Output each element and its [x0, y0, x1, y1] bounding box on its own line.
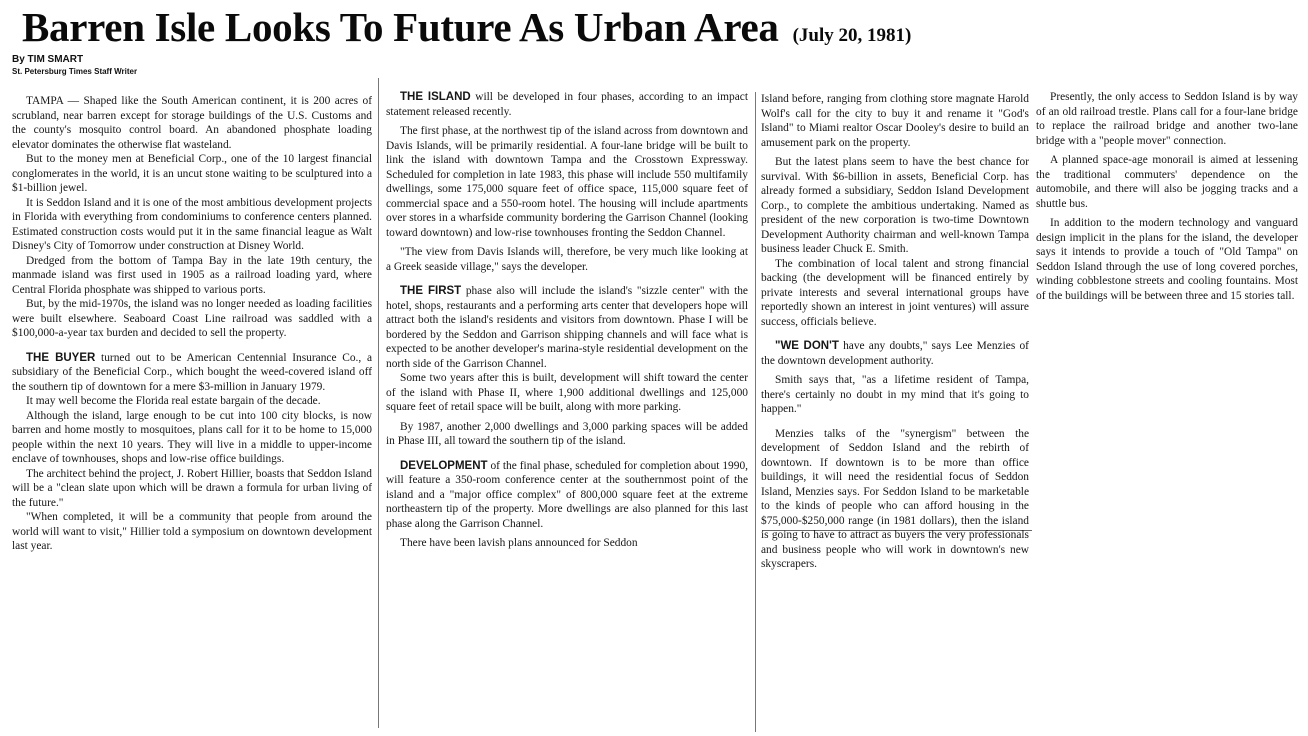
paragraph: Some two years after this is built, development will shift toward the center of the island with Phase II, where 1,900 additional dwellings and 125,000 square feet of retail space will be built, along with more parking. — [386, 372, 748, 413]
article-column-2 — [386, 90, 748, 732]
paragraph: Menzies talks of the "synergism" between the development of Seddon Island and the rebirth of downtown. If downtown is to be more than office buildings, it will need the residential focus of Seddon Island, Menzies says. For Seddon Island to be marketable to the kinds of people who can afford housing in the $75,000-$250,000 range (in 1981 dollars), then the island is going to have to attract as buyers the very professionals and business people who will work in downtown's new skyscrapers. — [761, 427, 1029, 570]
byline-organization: St. Petersburg Times Staff Writer — [12, 67, 138, 76]
article-column-3 — [761, 92, 1029, 734]
paragraph: THE ISLAND will be developed in four phases, according to an impact statement released recently. — [386, 91, 748, 118]
paragraph: It may well become the Florida real estate bargain of the decade. — [26, 395, 321, 407]
paragraph: By 1987, another 2,000 dwellings and 3,000 parking spaces will be added in Phase III, all toward the southern tip of the island. — [386, 420, 748, 447]
column-rule — [378, 78, 379, 728]
paragraph: There have been lavish plans announced for Seddon — [400, 537, 638, 549]
paragraph: "When completed, it will be a community that people from around the world will want to visit," Hillier told a symposium on downtown development last year. — [12, 511, 372, 552]
article-column-4 — [1036, 90, 1298, 732]
headline — [22, 3, 1302, 51]
subhead-lead: "WE DON'T — [775, 340, 839, 352]
paragraph: In addition to the modern technology and vanguard design implicit in the plans for the island, the developer says it intends to provide a touch of "Old Tampa" on Seddon Island through the use of long covered porches, winding cobblestone streets and cooling fountains. Most of the buildings will be between three and 15 stories tall. — [1036, 217, 1298, 302]
paragraph: A planned space-age monorail is aimed at lessening the traditional commuters' dependence on the automobile, and there will also be jogging tracks and a shuttle bus. — [1036, 154, 1298, 210]
article-column-1 — [12, 94, 372, 736]
paragraph: The combination of local talent and strong financial backing (the development will be financed entirely by private interests and several international groups have reportedly shown an interest in joint ventures) will assure success, officials believe. — [761, 257, 1029, 328]
byline — [12, 54, 137, 77]
subhead-lead: DEVELOPMENT — [400, 459, 488, 472]
paragraph: Smith says that, "as a lifetime resident of Tampa, there's certainly no doubt in my mind that it's going to happen." — [761, 374, 1029, 415]
subhead-lead: THE FIRST — [400, 285, 462, 297]
paragraph: It is Seddon Island and it is one of the most ambitious development projects in Florida with everything from condominiums to conference centers planned. Estimated construction costs would put it in the same financial league as Walt Disney's City of Tomorrow under construction at Disney World. — [12, 196, 372, 252]
paragraph: But to the money men at Beneficial Corp., one of the 10 largest financial conglomerates in the world, it is an uncut stone waiting to be sculptured into a $1-billion jewel. — [12, 153, 372, 194]
paragraph: The first phase, at the northwest tip of the island across from downtown and Davis Islands, will be primarily residential. A four-lane bridge will be built to link the island with downtown Tampa and the Crosstown Expressway. Scheduled for completion in late 1983, this phase will include 550 multifamily dwellings, some 175,000 square feet of office space, 115,000 square feet of commercial space and a 550-room hotel. The housing will include apartments over stores in a wharfside community bordering the Garrison Channel (looking toward downtown) and low-rise townhouses fronting the Seddon Channel. — [386, 125, 748, 239]
column-rule — [755, 92, 756, 732]
subhead-lead: THE BUYER — [26, 351, 96, 364]
headline-title: Barren Isle Looks To Future As Urban Area — [22, 4, 779, 50]
paragraph: The architect behind the project, J. Robert Hillier, boasts that Seddon Island will be a "clean slate upon which will be drawn a formula for urban living of the future." — [12, 467, 372, 509]
byline-author: By TIM SMART — [12, 54, 84, 65]
paragraph: THE BUYER turned out to be American Centennial Insurance Co., a subsidiary of the Beneficial Corp., which bought the weed-covered island off the southern tip of downtown for a mere $3-million in January 1979. — [12, 351, 372, 393]
paragraph: But, by the mid-1970s, the island was no longer needed as loading facilities were built elsewhere. Seaboard Coast Line railroad was saddled with a $100,000-a-year tax burden and decided to sell the property. — [12, 298, 372, 339]
paragraph: But the latest plans seem to have the best chance for survival. With $6-billion in assets, Beneficial Corp. has already formed a subsidiary, Seddon Island Development Corp., to complete the ambitious undertaking. Named as president of the new corporation is two-time Downtown Development Authority chairman and well-known Tampa business leader Chuck E. Smith. — [761, 156, 1029, 255]
paragraph: Dredged from the bottom of Tampa Bay in the late 19th century, the manmade island was first used in 1905 as a railroad loading yard, where Central Florida phosphate was shipped to various ports. — [12, 254, 372, 296]
paragraph: "WE DON'T have any doubts," says Lee Menzies of the downtown development authority. — [761, 340, 1029, 367]
paragraph: TAMPA — Shaped like the South American continent, it is 200 acres of scrubland, near barren except for storage buildings of the U.S. Customs and the county's mosquito control board. An abandoned phosphate loading elevator dominates the otherwise flat wasteland. — [12, 95, 372, 151]
paragraph: Although the island, large enough to be cut into 100 city blocks, is now barren and home mostly to mosquitoes, plans call for it to be home to 15,000 people within the next 10 years. They will live in a middle to upper-income enclave of townhouses, shops and low-rise office buildings. — [12, 409, 372, 465]
paragraph: Island before, ranging from clothing store magnate Harold Wolf's call for the city to buy it and rename it "God's Island" to Miami realtor Oscar Dooley's desire to build an amusement park on the property. — [761, 93, 1029, 149]
paragraph: DEVELOPMENT of the final phase, scheduled for completion about 1990, will feature a 350-room conference center at the southernmost point of the island and a "major office complex" of 800,000 square feet at the extreme northeastern tip of the property. More dwellings are also planned for this last phase along the Garrison Channel. — [386, 459, 748, 530]
paragraph: Presently, the only access to Seddon Island is by way of an old railroad trestle. Plans call for a four-lane bridge to replace the railroad bridge and another two-lane bridge with a "people mover" connection. — [1036, 91, 1298, 147]
paragraph: THE FIRST phase also will include the island's "sizzle center" with the hotel, shops, restaurants and a performing arts center that developers hope will attract both the island's residents and visitors from downtown. Phase I will be bordered by the Seddon and Garrison shipping channels and will face what is expected to be another developer's marina-style residential development on the north side of the Garrison Channel. — [386, 285, 748, 370]
subhead-lead: THE ISLAND — [400, 91, 471, 103]
paragraph: "The view from Davis Islands will, therefore, be very much like looking at a Greek seaside village," says the developer. — [386, 246, 748, 273]
headline-date: (July 20, 1981) — [792, 25, 912, 46]
